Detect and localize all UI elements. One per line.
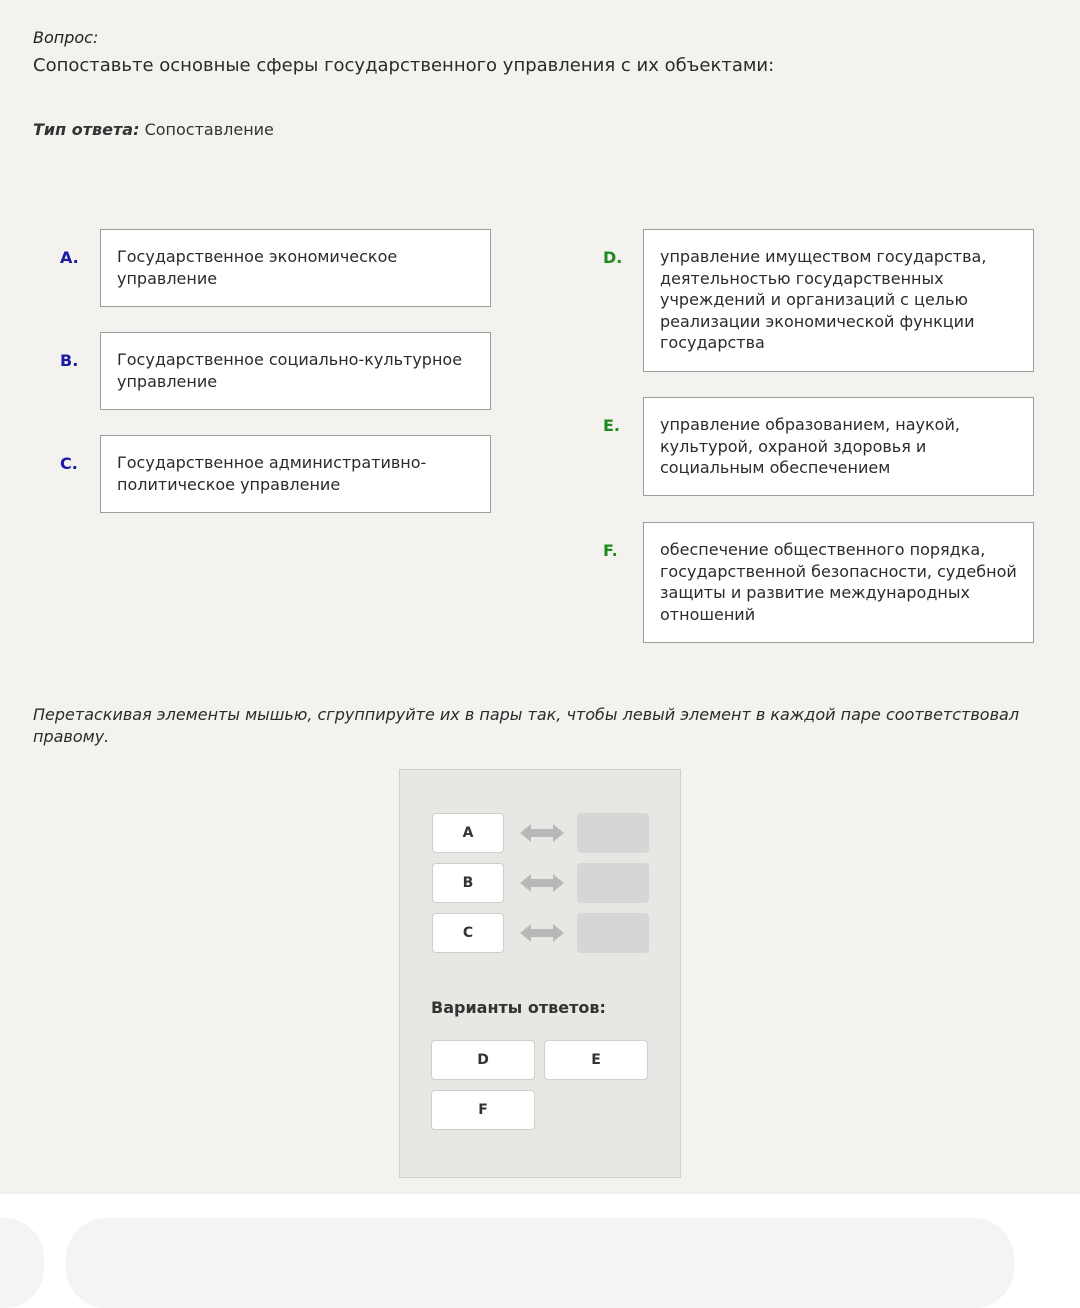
left-card-a: Государственное экономическое управление [100, 229, 491, 307]
left-letter-b: B. [60, 351, 79, 370]
double-arrow-icon [520, 922, 564, 944]
question-label: Вопрос: [33, 28, 99, 47]
right-card-f: обеспечение общественного порядка, государственной безопасности, судебной защиты и развитие международных отношений [643, 522, 1034, 643]
left-letter-a: A. [60, 248, 79, 267]
right-letter-e: E. [603, 416, 621, 435]
matching-panel [399, 769, 681, 1178]
answer-type-label: Тип ответа: [33, 120, 140, 139]
key-a[interactable]: A [432, 813, 504, 853]
key-c[interactable]: C [432, 913, 504, 953]
double-arrow-icon [520, 822, 564, 844]
double-arrow-icon [520, 872, 564, 894]
right-letter-d: D. [603, 248, 623, 267]
drop-slot-a[interactable] [577, 813, 649, 853]
right-letter-f: F. [603, 541, 618, 560]
right-card-e: управление образованием, наукой, культурой, охраной здоровья и социальным обеспечением [643, 397, 1034, 496]
drop-slot-b[interactable] [577, 863, 649, 903]
key-b[interactable]: B [432, 863, 504, 903]
left-card-b: Государственное социально-культурное управление [100, 332, 491, 410]
option-f[interactable]: F [431, 1090, 535, 1130]
drop-slot-c[interactable] [577, 913, 649, 953]
option-e[interactable]: E [544, 1040, 648, 1080]
bottom-toolbar-left [0, 1218, 44, 1308]
option-d[interactable]: D [431, 1040, 535, 1080]
right-card-d: управление имуществом государства, деятельностью государственных учреждений и организаций с целью реализации экономической функции государства [643, 229, 1034, 372]
left-card-c: Государственное административно-политическое управление [100, 435, 491, 513]
bottom-toolbar [66, 1218, 1014, 1308]
left-letter-c: C. [60, 454, 78, 473]
answer-type-value: Сопоставление [144, 120, 274, 139]
variants-title: Варианты ответов: [431, 998, 606, 1017]
question-text: Сопоставьте основные сферы государственного управления с их объектами: [33, 55, 775, 76]
answer-type [33, 120, 274, 139]
drag-instruction: Перетаскивая элементы мышью, сгруппируйте их в пары так, чтобы левый элемент в каждой паре соответствовал правому. [33, 705, 1020, 746]
